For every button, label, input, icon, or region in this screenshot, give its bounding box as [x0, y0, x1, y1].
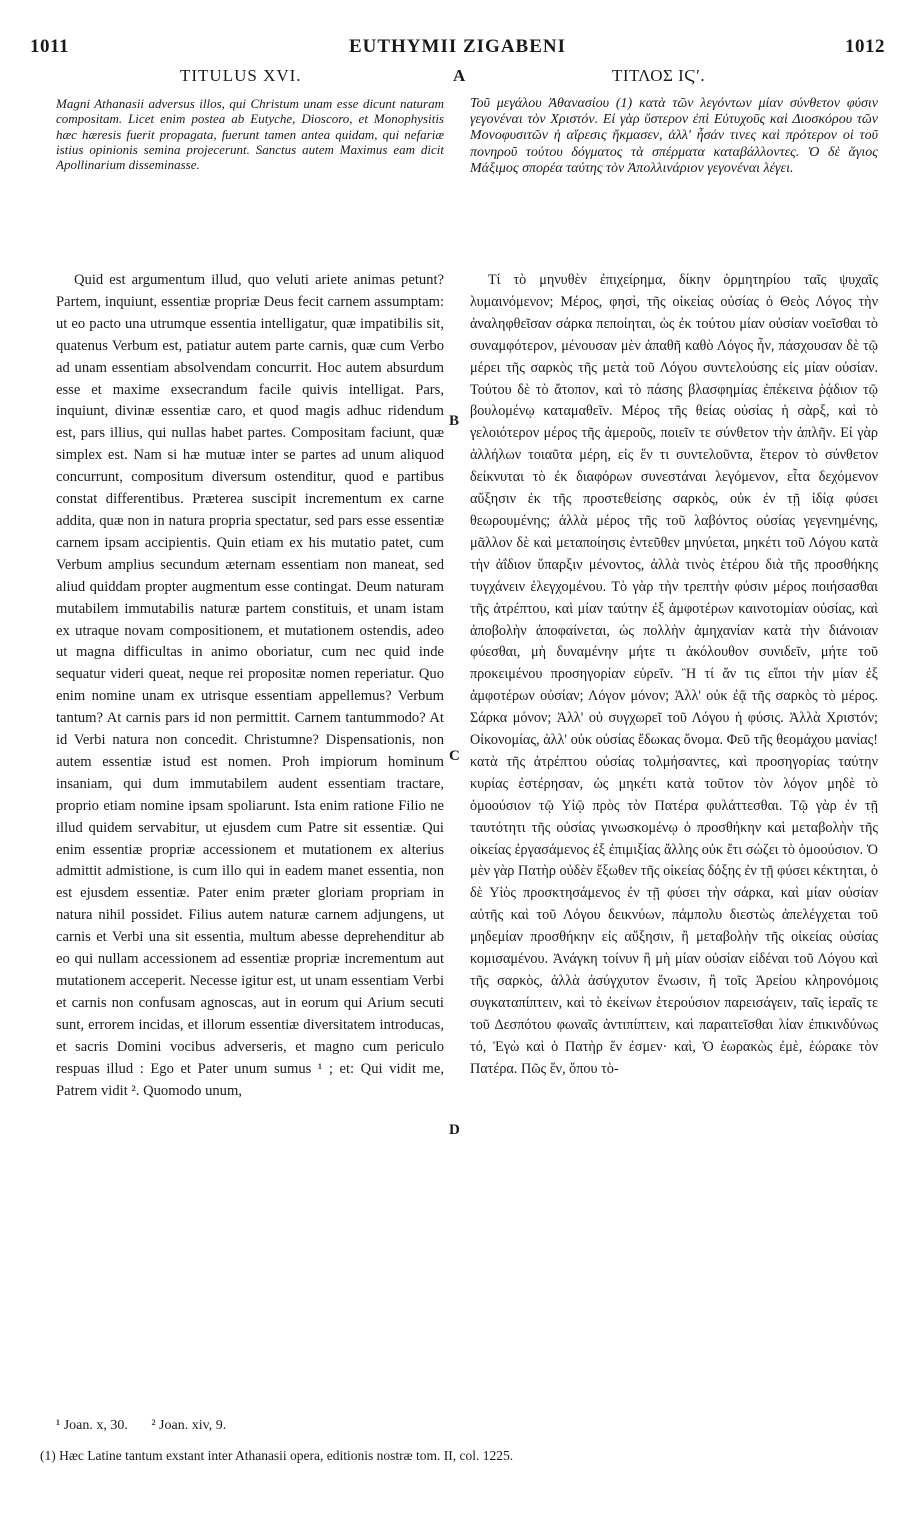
- scripture-footnotes: [56, 1418, 246, 1434]
- latin-summary: Magni Athanasii adversus illos, qui Christum unam esse dicunt naturam compositam. Licet enim postea ab Eutyche, Dioscoro, et Monophysitis hæc hæresis fuerit propagata, fuerunt tamen antea quidam, qui nefariæ istius opinionis semina projecerunt. Sanctus autem Maximus eam dicit Apollinarium disseminasse.: [56, 96, 444, 173]
- page-number-left: 1011: [30, 36, 69, 57]
- greek-body-text: Τί τὸ μηνυθὲν ἐπιχείρημα, δίκην ὁρμητηρίου ταῖς ψυχαῖς λυμαινόμενον; Μέρος, φησὶ, τῆς οἰκείας οὐσίας ὁ Θεὸς Λόγος τὴν ἀναληφθεῖσαν σάρκα πεποίηται, ὡς ἐκ τούτου μίαν οὐσίαν νοεῖσθαι τὸ συναμφότερον, μένουσαν μὲν ἀπαθῆ καθὸ Λόγος ἦν, πάσχουσαν δὲ τῷ μέρει τῆς σαρκὸς τῆς μετὰ τοῦ Λόγου συντελούσης εἰς μίαν οὐσίαν. Τούτου δὲ τὸ ἄτοπον, καὶ τὸ πάσης βλασφημίας ἐπέκεινα ῥᾴδιον τῷ βουλομένῳ καταμαθεῖν. Μέρος τῆς θείας οὐσίας ἡ σὰρξ, καὶ τὸ γελοιότερον μέρος τῆς ἀμεροῦς, ποιεῖν τε σύνθετον τὴν ἁπλῆν. Εἰ γὰρ ἀλλήλων τοιαῦτα μέρη, εἰς ἕν τι συντελοῦντα, ἕτερον τὸ σύνθετον δείκνυται τὸ ἐκ διαφόρων συνεστάναι λεγόμενον, εἶτα δεχόμενον αὔξησιν ἐκ τῆς προστεθείσης σαρκὸς, οὐκ ἐν τῇ ἰδίᾳ φύσει θεωρουμένης; ἀλλὰ μέρος τῆς τοῦ λαβόντος οὐσίας γεγενημένης, μᾶλλον δὲ καὶ μεταποίησις ἐντεῦθεν μηνύεται, μηκέτι τοῦ Λόγου κατὰ τὴν ἀΐδιον ὕπαρξιν μένοντος, ἀλλὰ τινὸς ἑτέρου διὰ τῆς προσθήκης τυγχάνειν ἐλεγχομένου. Τὸ γὰρ τὴν τρεπτὴν φύσιν μέρος ποιήσασθαι τῆς ἀτρέπτου, καὶ μίαν ταύτην ἐξ ἀμφοτέρων καινοτομίαν οὐσίας, καὶ ἀποβολὴν ἀποφαίνεται, ὡς πολλὴν ἀμηχανίαν κατὰ τὴν διάνοιαν φύεσθαι, μὴ δυναμένην μήτε τι ἀκόλουθον συνιδεῖν, μήτε τοῦ προκειμένου προσηγορίαν εὑρεῖν. Ἢ τί ἄν τις εἴποι τὴν μίαν ἐξ ἀμφοτέρων οὐσίαν; Λόγον μόνον; Ἀλλ' οὐκ ἐᾷ τῆς σαρκὸς τὸ μέρος. Σάρκα μόνον; Ἀλλ' οὐ συγχωρεῖ τοῦ Λόγου ἡ φύσις. Ἀλλὰ Χριστόν; Οἰκονομίας, ἀλλ' οὐκ οὐσίας ἔδωκας ὄνομα. Φεῦ τῆς θεομάχου μανίας! κατὰ τῆς ἀτρέπτου οὐσίας τολμήσαντες, καὶ προσηγορίας ταύτην κυρίας ἐστέρησαν, ὡς μηκέτι κατὰ τοῦτον τὸν λόγον μηδὲ τὸ ὁμοούσιον τῷ Υἱῷ πρὸς τὸν Πατέρα φυλάττεσθαι. Τῷ γὰρ ἐν τῇ ταυτότητι τῆς οὐσίας γινωσκομένῳ ὁ προσθήκην καὶ μεταβολὴν τῆς οἰκείας ἐργασάμενος ἐξ ἐπιμιξίας ἄλλης οὐκ ἔτι σώζει τὸ ὁμοούσιον. Ὁ μὲν γὰρ Πατὴρ οὐδὲν ἔξωθεν τῆς οἰκείας δόξης ἐν τῇ φύσει κέκτηται, ὁ δὲ Υἱὸς προσκτησάμενος ἐν τῇ φύσει τὴν σάρκα, καὶ μίαν οὐσίαν αὐτῆς καὶ τοῦ Λόγου δεικνύων, πάμπολυ διεστὼς ἀπελέγχεται τοῦ μηδεμίαν προσθήκην εἰς αὔξησιν, ἢ μεταβολὴν τῆς οἰκείας οὐσίας κομισαμένου. Ἀνάγκη τοίνυν ἢ μὴ μίαν οὐσίαν εἰδέναι τοῦ Λόγου καὶ τῆς σαρκὸς, ἀλλὰ ἀσύγχυτον ἕνωσιν, ἢ τοῖς Ἀρείου κληρονόμοις συγκαταπίπτειν, καὶ τὸ ἐκείνων ἑτερούσιον παρεισάγειν, ταῖς ἱεραῖς τε τοῦ Δεσπότου φωναῖς ἀντιπίπτειν, καὶ παραιτεῖσθαι λίαν ἐπικινδύνως τό, Ἐγὼ καὶ ὁ Πατὴρ ἕν ἐσμεν· καὶ, Ὁ ἑωρακὼς ἐμὲ, ἑώρακε τὸν Πατέρα. Πῶς ἕν, ὅπου τὸ-: [470, 272, 878, 1077]
- page-number-right: 1012: [845, 36, 885, 57]
- running-header: [30, 36, 885, 62]
- greek-summary: Τοῦ μεγάλου Ἀθανασίου (1) κατὰ τῶν λεγόντων μίαν σύνθετον φύσιν γεγονέναι τὸν Χριστόν. Εἰ γὰρ ὕστερον ἐπὶ Εὐτυχοῦς καὶ Διοσκόρου τῶν Μονοφυσιτῶν ἡ αἵρεσις ἤκμασεν, ἀλλ' ἦσάν τινες καὶ πρότερον οἱ τοῦ πονηροῦ τούτου δόγματος τὰ σπέρματα καταβάλλοντες. Ὁ δὲ ἅγιος Μάξιμος σπορέα ταύτης τὸν Ἀπολλινάριον γεγονέναι λέγει.: [470, 96, 878, 176]
- footnote-2: ² Joan. xiv, 9.: [151, 1418, 227, 1433]
- greek-title: ΤΙΤΛΟΣ ΙϚʹ.: [612, 66, 706, 85]
- margin-letter-d: D: [449, 1122, 460, 1138]
- running-title: EUTHYMII ZIGABENI: [348, 36, 567, 57]
- section-titles: [30, 66, 885, 90]
- greek-body-column: [470, 270, 878, 1418]
- latin-body-text: Quid est argumentum illud, quo veluti ariete animas petunt? Partem, inquiunt, essentiæ propriæ Deus fecit carnem assumptam: ut eo pacto una utrumque essentia intelligatur, quæ impatibilis sit, quatenus Verbum est, patiatur autem parte carnis, quæ cum Verbo ad unam essentiam absolvendam concurrit. Hoc autem absurdum esse et maxime exsecrandum facile quivis intelligat. Pars, inquiunt, divinæ essentiæ caro, et quod magis adhuc ridendum est, pars illius, qui nullas habet partes. Compositam faciunt, quæ simplex est. Nam si hæ mutuæ inter se partes ad unum aliquod concurrunt, compositum diversum ostenditur, quod e partibus constat differentibus. Præterea suscipit incrementum ex carne addita, quæ non in natura propria spectatur, sed pars esse essentiæ carnem ipsam accipientis. Quin etiam ex his mutatio patet, cum Verbum amplius secundum æternam essentiam non maneat, sed aliud quiddam propter augmentum esse contingat. Deum naturam mutabilem immutabilis naturæ partem constituis, et unam istam ex utraque novam compositionem, et mutationem ostendis, adeo ut magna difficultas in animo oboriatur, cum nec quid inde sequatur videri queat, neque rei propositæ nomen reperiatur. Quo enim nomine unam ex utrisque essentiam appellemus? Verbum tantum? At carnis pars id non permittit. Carnem tantummodo? At id Verbi natura non concedit. Christumne? Dispensationis, non autem essentiæ istud est nomen. Proh impiorum hominum insaniam, qui dum immutabilem audent essentiam tractare, proprio etiam nomine ipsam spoliarunt. Ista enim ratione Filio ne illud quidem servabitur, ut ejusdem cum Patre sit essentiæ. Qui enim essentiæ propriæ accessionem et mutationem ex alterius admittit admistione, is cum illo qui in eadem manet essentia, non est ejusdem essentiæ. Pater enim præter gloriam propriam in natura nihil possidet. Filius autem naturæ carnem adjungens, ut carnis et Verbi una sit essentia, multum abesse deprehenditur ab eo qui nullam accessionem ad essentiæ propriæ incrementum aut mutationem acceperit. Necesse igitur est, ut unam essentiam Verbi et carnis non confusam agnoscas, aut in eorum qui Arium secuti sunt, errorem incidas, et illorum essentiæ diversitatem introducas, et sacris Domini vocibus adverseris, et magno cum periculo respuas illud : Ego et Pater unum sumus ¹ ; et: Qui vidit me, Patrem vidit ². Quomodo unum,: [56, 272, 444, 1099]
- margin-letter-b: B: [449, 413, 460, 429]
- margin-letter-c: C: [449, 748, 460, 764]
- footnote-1: ¹ Joan. x, 30.: [56, 1418, 128, 1433]
- section-letter-a: A: [453, 66, 466, 85]
- latin-title: TITULUS XVI.: [180, 66, 302, 85]
- editorial-footnote: (1) Hæc Latine tantum exstant inter Athanasii opera, editionis nostræ tom. II, col. 1225.: [40, 1448, 514, 1463]
- latin-body-column: [56, 270, 444, 1418]
